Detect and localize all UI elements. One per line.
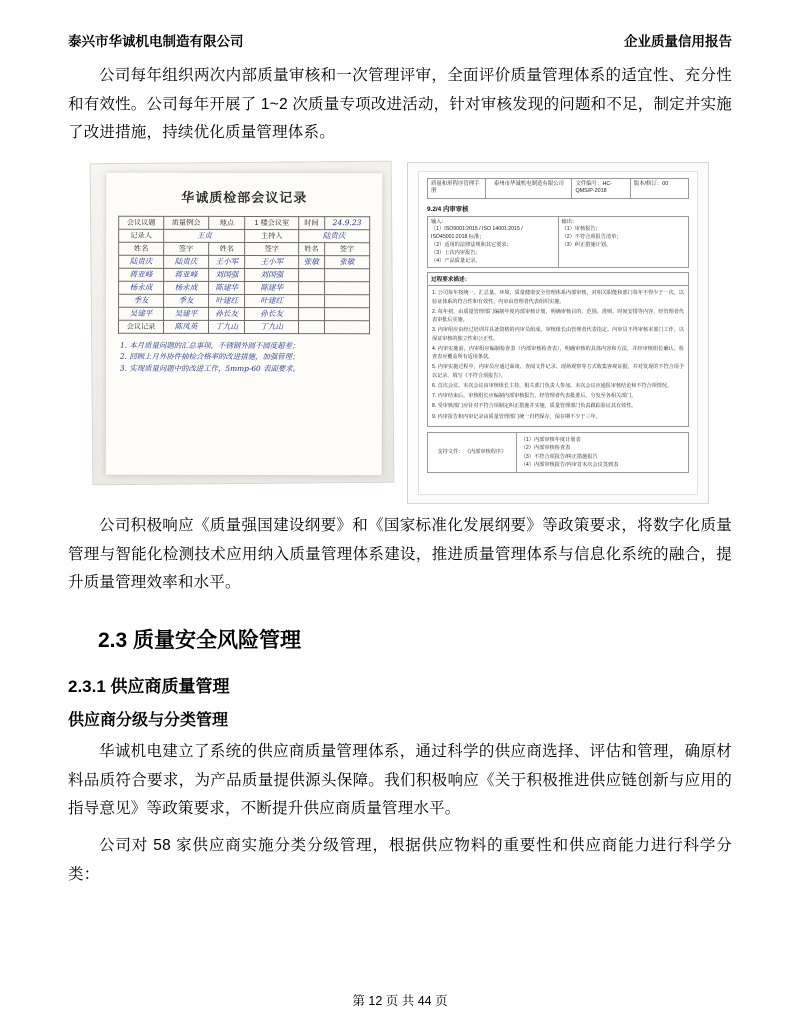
form-reference-table (427, 432, 689, 473)
form-process-body (427, 285, 689, 427)
cell: 蒋亚峰 (119, 268, 164, 281)
cell: 刘国强 (245, 268, 298, 281)
section-heading-2-3: 2.3 质量安全风险管理 (98, 629, 302, 653)
meeting-record-title: 华诚质检部会议记录 (181, 190, 308, 207)
cell (324, 295, 369, 308)
record-line: （3）不符合项报告/纠正措施报告 (520, 453, 598, 460)
cell: 陈凤英 (163, 320, 208, 333)
cell: 王贞 (164, 229, 245, 242)
cell: 丁九山 (208, 320, 245, 333)
note-line: 1. 本月质量问题的汇总事项，不锈钢外圆不圆度超差； (119, 340, 300, 351)
cell (298, 308, 324, 321)
form-header-cell: 版本/修订：00 (633, 181, 669, 188)
io-label: 输入： (431, 218, 447, 225)
io-line: （3）上次内审报告； (431, 249, 481, 256)
cell: 1 楼会议室 (245, 216, 298, 229)
io-line: （1）审核报告； (561, 226, 601, 233)
io-line: （3）纠正措施计划。 (561, 242, 612, 248)
process-item: 9. 内审报告和内审记录由质量管理部门统一归档保存，保存期不少于三年。 (432, 413, 601, 420)
process-item: 3. 内审组应由经过培训并具备资格的内审员组成，审核组长由管理者代表指定。内审员不得审核本部门工作，以保证审核的独立性和公正性。 (432, 327, 684, 342)
form-header-cell: 质量和形程序管理手册 (428, 179, 486, 198)
paragraph-supplier-count: 公司对 58 家供应商实施分类分级管理，根据供应物料的重要性和供应商能力进行科学分类： (68, 837, 732, 883)
cell (298, 295, 324, 308)
form-header-row (427, 178, 689, 199)
table-row (428, 432, 689, 472)
cell: 签字 (164, 242, 209, 255)
record-list-cell (516, 432, 688, 472)
cell (324, 269, 369, 282)
paragraph-policy-response: 公司积极响应《质量强国建设纲要》和《国家标准化发展纲要》等政策要求，将数字化质量管理与智能化检测技术应用纳入质量管理体系建设，推进质量管理体系与信息化系统的融合，提升质量管理效率和水平。 (68, 517, 732, 592)
cell: 杨永成 (119, 281, 164, 294)
cell: 刘国强 (209, 268, 246, 281)
io-input-cell (428, 216, 559, 268)
record-line: （4）内部审核报告/内审首末次会议签到表 (520, 461, 619, 468)
io-label: 输出： (561, 218, 578, 225)
cell: 孙长友 (208, 307, 245, 320)
note-line: 3. 实现质量问题中的改进工作，5mmp-60 表面要求。 (119, 363, 301, 374)
io-line: （2）不符合项报告清单； (561, 234, 622, 241)
cell: 吴建平 (119, 307, 164, 320)
process-item: 8. 受审核部门应针对不符合项制定纠正措施并实施，质量管理部门负责跟踪验证其有效性。 (432, 403, 637, 410)
cell: 地点 (209, 216, 246, 229)
header-report-title: 企业质量信用报告 (624, 34, 732, 49)
cell (324, 321, 369, 334)
page-content (68, 30, 732, 889)
cell: 陈建华 (208, 281, 245, 294)
table-row (119, 216, 370, 229)
io-line: （1）ISO9001:2015 / ISO 14001:2015 / (431, 226, 523, 233)
process-item: 2. 每年初，由质量管理部门编制年度内部审核计划，明确审核目的、范围、准则、时间安排等内容，经管理者代表审批后实施。 (432, 308, 684, 324)
cell: 叶建红 (245, 294, 298, 307)
cell: 陆贵庆 (299, 230, 370, 243)
table-row (119, 268, 370, 281)
table-row (428, 216, 689, 268)
cell: 陆贵庆 (164, 255, 209, 268)
process-item: 1. 公司每年按统一、汇总量、环境、质量健康安全管理体系内部审核，对相关职能和部门每年不得少于一次，以验证体系的符合性和有效性。内审由管理者代表组织实施。 (432, 290, 684, 305)
internal-audit-form (418, 171, 698, 495)
cell (298, 269, 324, 282)
meeting-record-notes (120, 340, 368, 375)
cell: 王小军 (209, 255, 246, 268)
cell: 姓名 (119, 242, 164, 255)
subsection-heading-supplier-grading: 供应商分级与分类管理 (68, 712, 229, 730)
table-row (119, 255, 370, 268)
cell: 记录人 (119, 229, 164, 242)
io-line: （4）产品质量记录。 (431, 257, 481, 264)
note-line: 2. 回顾上月外协件抽检合格率的改进措施，加强管理； (119, 352, 300, 362)
process-item: 7. 内审结束后，审核组长应编制内部审核报告，经管理者代表批准后，分发至各相关部门。 (432, 393, 637, 400)
cell: 杨永成 (164, 281, 209, 294)
cell (324, 282, 369, 295)
cell (298, 321, 324, 334)
record-line: （2）内部审核检查表 (520, 445, 571, 452)
cell: 陆贵庆 (119, 255, 164, 268)
photo-internal-audit-form (407, 162, 709, 504)
page-header (68, 30, 732, 54)
table-row (119, 294, 370, 307)
table-row (119, 242, 370, 255)
process-item: 4. 内审实施前，内审组应编制检查表（内部审核检查表），明确审核的具体内容和方法，并经审核组长确认。检查表应覆盖所有适用条款。 (432, 345, 684, 361)
form-header-cell: 泰州市华诚机电制造有限公司 (486, 179, 572, 198)
figure-row (68, 162, 732, 504)
cell: 时间 (299, 217, 325, 230)
cell: 24.9.23 (324, 217, 369, 230)
cell: 签字 (245, 242, 298, 255)
header-company-name: 泰兴市华诚机电制造有限公司 (68, 34, 244, 49)
section-heading-2-3-1: 2.3.1 供应商质量管理 (68, 677, 230, 697)
cell: 姓名 (209, 242, 246, 255)
cell: 张敏 (324, 256, 369, 269)
meeting-record-sheet (106, 173, 383, 475)
cell: 孙长友 (245, 307, 298, 320)
supporting-doc-cell: 支持文件： 《内部审核程序》 (428, 432, 517, 472)
paragraph-supplier-system: 华诚机电建立了系统的供应商质量管理体系，通过科学的供应商选择、评估和管理，确原材料品质符合要求，为产品质量提供源头保障。我们积极响应《关于积极推进供应链创新与应用的指导意见》等政策要求，不断提升供应商质量管理水平。 (68, 743, 732, 818)
cell: 会议议题 (119, 216, 164, 229)
cell: 姓名 (299, 243, 325, 256)
io-line: （2）适用的法律法规和其它要求； (431, 242, 512, 248)
table-row (119, 281, 370, 294)
cell: 主持人 (245, 229, 298, 242)
record-line: （1）内部审核年度计划表 (520, 436, 581, 443)
io-line: ISO45001:2018 标准； (431, 234, 485, 241)
cell: 丁九山 (245, 320, 298, 333)
form-io-table (427, 216, 689, 269)
cell: 吴建平 (163, 307, 208, 320)
cell: 叶建红 (208, 294, 245, 307)
cell: 季友 (164, 294, 209, 307)
cell: 会议记录 (118, 320, 163, 333)
paragraph-audit-review: 公司每年组织两次内部质量审核和一次管理评审，全面评价质量管理体系的适宜性、充分性和有效性。公司每年开展了 1~2 次质量专项改进活动，针对审核发现的问题和不足，制定并实施了改进措施，持续优化质量管理体系。 (68, 67, 732, 142)
table-row (119, 229, 370, 242)
cell: 王小军 (245, 255, 298, 268)
cell: 陈建华 (245, 281, 298, 294)
photo-meeting-record (90, 161, 395, 486)
form-process-heading: 过程要求描述： (427, 272, 689, 285)
cell: 张敏 (298, 256, 324, 269)
cell: 季友 (119, 294, 164, 307)
cell: 质量例会 (164, 216, 209, 229)
meeting-record-table (118, 216, 370, 334)
table-row (119, 307, 370, 320)
page-footer: 第 12 页 共 44 页 (352, 994, 448, 1008)
form-section-title: 9.2/4 内审审核 (427, 205, 469, 213)
process-item: 5. 内审实施过程中，内审员应通过面谈、查阅文件记录、现场观察等方式收集客观证据，并对发现的不符合项予以记录，填写《不符合项报告》。 (432, 364, 684, 379)
cell (324, 308, 369, 321)
cell: 签字 (324, 243, 369, 256)
cell: 蒋亚峰 (164, 268, 209, 281)
io-output-cell (558, 216, 689, 268)
form-header-cell: 文件编号：HC-QMS/P-2018 (572, 179, 630, 198)
table-row (118, 320, 369, 333)
process-item: 6. 首次会议、末次会议由审核组长主持，相关部门负责人参加。末次会议应通报审核结论和不符合项情况。 (432, 382, 672, 389)
cell (298, 282, 324, 295)
